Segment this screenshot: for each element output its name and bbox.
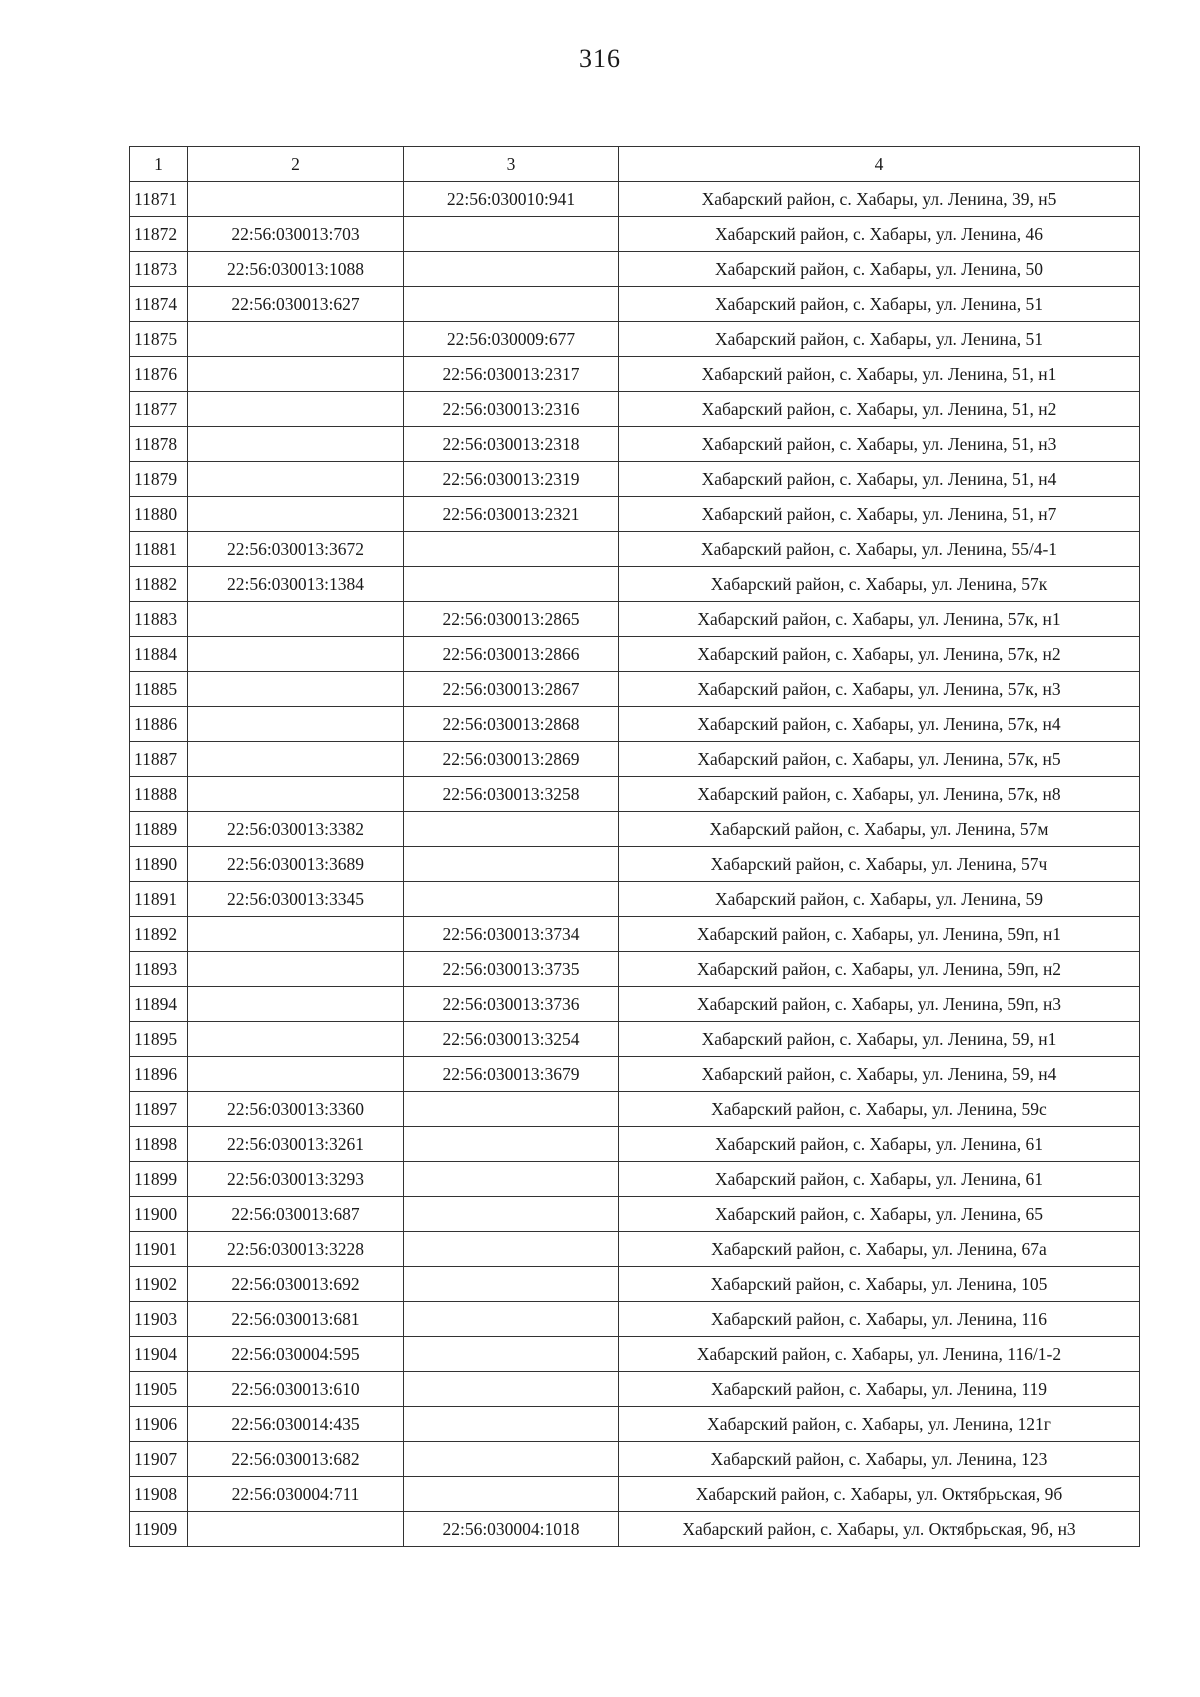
cadastral-number-col3 [404, 812, 619, 847]
cadastral-number-col3: 22:56:030013:2321 [404, 497, 619, 532]
address-cell: Хабарский район, с. Хабары, ул. Ленина, 121г [619, 1407, 1140, 1442]
row-number: 11901 [130, 1232, 188, 1267]
column-header-3: 3 [404, 147, 619, 182]
row-number: 11893 [130, 952, 188, 987]
cadastral-number-col3 [404, 1302, 619, 1337]
cadastral-number-col2: 22:56:030013:687 [188, 1197, 404, 1232]
cadastral-number-col3 [404, 1092, 619, 1127]
row-number: 11873 [130, 252, 188, 287]
row-number: 11879 [130, 462, 188, 497]
cadastral-number-col2 [188, 462, 404, 497]
row-number: 11899 [130, 1162, 188, 1197]
address-cell: Хабарский район, с. Хабары, ул. Ленина, 67а [619, 1232, 1140, 1267]
address-cell: Хабарский район, с. Хабары, ул. Ленина, 51, н7 [619, 497, 1140, 532]
address-cell: Хабарский район, с. Хабары, ул. Ленина, 39, н5 [619, 182, 1140, 217]
address-cell: Хабарский район, с. Хабары, ул. Ленина, 57м [619, 812, 1140, 847]
address-cell: Хабарский район, с. Хабары, ул. Ленина, 59, н1 [619, 1022, 1140, 1057]
address-cell: Хабарский район, с. Хабары, ул. Ленина, 57к, н4 [619, 707, 1140, 742]
row-number: 11909 [130, 1512, 188, 1547]
table-row [130, 1267, 1140, 1302]
row-number: 11882 [130, 567, 188, 602]
cadastral-number-col2: 22:56:030004:595 [188, 1337, 404, 1372]
table-row [130, 1162, 1140, 1197]
cadastral-number-col2 [188, 1022, 404, 1057]
column-header-4: 4 [619, 147, 1140, 182]
table-row [130, 707, 1140, 742]
row-number: 11881 [130, 532, 188, 567]
row-number: 11888 [130, 777, 188, 812]
address-cell: Хабарский район, с. Хабары, ул. Ленина, 65 [619, 1197, 1140, 1232]
table-row [130, 1372, 1140, 1407]
cadastral-number-col3 [404, 287, 619, 322]
table-row [130, 1477, 1140, 1512]
cadastral-number-col3: 22:56:030013:2317 [404, 357, 619, 392]
cadastral-number-col2 [188, 707, 404, 742]
cadastral-number-col3: 22:56:030013:2319 [404, 462, 619, 497]
row-number: 11902 [130, 1267, 188, 1302]
row-number: 11903 [130, 1302, 188, 1337]
table-row [130, 1232, 1140, 1267]
cadastral-number-col2: 22:56:030013:703 [188, 217, 404, 252]
table-row [130, 602, 1140, 637]
row-number: 11889 [130, 812, 188, 847]
table-row [130, 182, 1140, 217]
address-cell: Хабарский район, с. Хабары, ул. Ленина, 51 [619, 322, 1140, 357]
address-cell: Хабарский район, с. Хабары, ул. Октябрьская, 9б, н3 [619, 1512, 1140, 1547]
cadastral-number-col3 [404, 1407, 619, 1442]
row-number: 11905 [130, 1372, 188, 1407]
cadastral-number-col2: 22:56:030013:3382 [188, 812, 404, 847]
address-cell: Хабарский район, с. Хабары, ул. Ленина, 59с [619, 1092, 1140, 1127]
cadastral-number-col2 [188, 497, 404, 532]
row-number: 11897 [130, 1092, 188, 1127]
cadastral-number-col2: 22:56:030013:3345 [188, 882, 404, 917]
cadastral-number-col2: 22:56:030013:692 [188, 1267, 404, 1302]
table-row [130, 1442, 1140, 1477]
row-number: 11895 [130, 1022, 188, 1057]
row-number: 11885 [130, 672, 188, 707]
row-number: 11891 [130, 882, 188, 917]
table-row [130, 987, 1140, 1022]
address-cell: Хабарский район, с. Хабары, ул. Ленина, 51, н4 [619, 462, 1140, 497]
row-number: 11883 [130, 602, 188, 637]
address-cell: Хабарский район, с. Хабары, ул. Ленина, 51, н3 [619, 427, 1140, 462]
address-cell: Хабарский район, с. Хабары, ул. Ленина, 51 [619, 287, 1140, 322]
address-cell: Хабарский район, с. Хабары, ул. Ленина, 51, н1 [619, 357, 1140, 392]
cadastral-number-col3 [404, 532, 619, 567]
cadastral-number-col3: 22:56:030013:3734 [404, 917, 619, 952]
table-row [130, 357, 1140, 392]
row-number: 11877 [130, 392, 188, 427]
cadastral-number-col2: 22:56:030004:711 [188, 1477, 404, 1512]
cadastral-number-col2: 22:56:030013:1384 [188, 567, 404, 602]
table-row [130, 497, 1140, 532]
cadastral-number-col3: 22:56:030013:2866 [404, 637, 619, 672]
address-cell: Хабарский район, с. Хабары, ул. Ленина, 59п, н2 [619, 952, 1140, 987]
row-number: 11892 [130, 917, 188, 952]
table-row [130, 742, 1140, 777]
table-row [130, 917, 1140, 952]
cadastral-number-col3 [404, 567, 619, 602]
cadastral-number-col2: 22:56:030014:435 [188, 1407, 404, 1442]
cadastral-number-col3: 22:56:030013:2865 [404, 602, 619, 637]
table-row [130, 882, 1140, 917]
cadastral-number-col2 [188, 427, 404, 462]
address-cell: Хабарский район, с. Хабары, ул. Ленина, 59 [619, 882, 1140, 917]
address-cell: Хабарский район, с. Хабары, ул. Ленина, 46 [619, 217, 1140, 252]
row-number: 11886 [130, 707, 188, 742]
cadastral-number-col2 [188, 392, 404, 427]
table-row [130, 812, 1140, 847]
cadastral-number-col3: 22:56:030013:3735 [404, 952, 619, 987]
cadastral-number-col2 [188, 672, 404, 707]
table-row [130, 672, 1140, 707]
cadastral-number-col2 [188, 1057, 404, 1092]
table-row [130, 1197, 1140, 1232]
cadastral-number-col3 [404, 1127, 619, 1162]
cadastral-number-col3 [404, 1232, 619, 1267]
cadastral-number-col3: 22:56:030013:2869 [404, 742, 619, 777]
table-row [130, 1057, 1140, 1092]
address-cell: Хабарский район, с. Хабары, ул. Ленина, 119 [619, 1372, 1140, 1407]
table-row [130, 952, 1140, 987]
row-number: 11874 [130, 287, 188, 322]
row-number: 11871 [130, 182, 188, 217]
cadastral-number-col2: 22:56:030013:3689 [188, 847, 404, 882]
table-row [130, 1302, 1140, 1337]
address-cell: Хабарский район, с. Хабары, ул. Ленина, 57к [619, 567, 1140, 602]
table-row [130, 567, 1140, 602]
cadastral-number-col3 [404, 1162, 619, 1197]
table-row [130, 1092, 1140, 1127]
cadastral-number-col2: 22:56:030013:3228 [188, 1232, 404, 1267]
table-row [130, 1337, 1140, 1372]
address-cell: Хабарский район, с. Хабары, ул. Ленина, 57к, н3 [619, 672, 1140, 707]
row-number: 11887 [130, 742, 188, 777]
row-number: 11880 [130, 497, 188, 532]
cadastral-number-col2: 22:56:030013:627 [188, 287, 404, 322]
row-number: 11894 [130, 987, 188, 1022]
cadastral-number-col3 [404, 252, 619, 287]
cadastral-number-col2 [188, 917, 404, 952]
address-cell: Хабарский район, с. Хабары, ул. Ленина, 57к, н5 [619, 742, 1140, 777]
page-number: 316 [579, 44, 621, 73]
cadastral-number-col3: 22:56:030013:2867 [404, 672, 619, 707]
address-cell: Хабарский район, с. Хабары, ул. Ленина, 57к, н1 [619, 602, 1140, 637]
column-header-1: 1 [130, 147, 188, 182]
cadastral-number-col2 [188, 952, 404, 987]
table-row [130, 287, 1140, 322]
row-number: 11884 [130, 637, 188, 672]
cadastral-number-col3 [404, 1442, 619, 1477]
registry-table [129, 146, 1140, 1547]
cadastral-number-col3: 22:56:030013:3679 [404, 1057, 619, 1092]
header-row [130, 147, 1140, 182]
cadastral-number-col2: 22:56:030013:681 [188, 1302, 404, 1337]
cadastral-number-col3: 22:56:030009:677 [404, 322, 619, 357]
address-cell: Хабарский район, с. Хабары, ул. Ленина, 57к, н8 [619, 777, 1140, 812]
row-number: 11875 [130, 322, 188, 357]
address-cell: Хабарский район, с. Хабары, ул. Ленина, 105 [619, 1267, 1140, 1302]
cadastral-number-col3 [404, 1267, 619, 1302]
cadastral-number-col3 [404, 1477, 619, 1512]
row-number: 11890 [130, 847, 188, 882]
address-cell: Хабарский район, с. Хабары, ул. Ленина, 57к, н2 [619, 637, 1140, 672]
table-row [130, 532, 1140, 567]
address-cell: Хабарский район, с. Хабары, ул. Ленина, 50 [619, 252, 1140, 287]
cadastral-number-col2: 22:56:030013:610 [188, 1372, 404, 1407]
cadastral-number-col2: 22:56:030013:3360 [188, 1092, 404, 1127]
table-row [130, 1512, 1140, 1547]
row-number: 11900 [130, 1197, 188, 1232]
cadastral-number-col2 [188, 777, 404, 812]
cadastral-number-col3 [404, 1337, 619, 1372]
table-row [130, 462, 1140, 497]
table-row [130, 777, 1140, 812]
table-row [130, 392, 1140, 427]
cadastral-number-col3: 22:56:030010:941 [404, 182, 619, 217]
cadastral-number-col2 [188, 742, 404, 777]
table-row [130, 1022, 1140, 1057]
cadastral-number-col3: 22:56:030013:2318 [404, 427, 619, 462]
cadastral-number-col3: 22:56:030013:3736 [404, 987, 619, 1022]
table-row [130, 1127, 1140, 1162]
cadastral-number-col2: 22:56:030013:682 [188, 1442, 404, 1477]
row-number: 11898 [130, 1127, 188, 1162]
cadastral-number-col3: 22:56:030013:3258 [404, 777, 619, 812]
row-number: 11876 [130, 357, 188, 392]
address-cell: Хабарский район, с. Хабары, ул. Ленина, 51, н2 [619, 392, 1140, 427]
table-row [130, 847, 1140, 882]
cadastral-number-col3 [404, 1372, 619, 1407]
table-row [130, 217, 1140, 252]
cadastral-number-col3: 22:56:030013:3254 [404, 1022, 619, 1057]
cadastral-number-col3: 22:56:030013:2868 [404, 707, 619, 742]
table-row [130, 427, 1140, 462]
column-header-2: 2 [188, 147, 404, 182]
address-cell: Хабарский район, с. Хабары, ул. Ленина, 57ч [619, 847, 1140, 882]
row-number: 11872 [130, 217, 188, 252]
row-number: 11896 [130, 1057, 188, 1092]
cadastral-number-col2: 22:56:030013:3293 [188, 1162, 404, 1197]
cadastral-number-col3 [404, 217, 619, 252]
table-row [130, 322, 1140, 357]
cadastral-number-col2: 22:56:030013:1088 [188, 252, 404, 287]
cadastral-number-col2 [188, 637, 404, 672]
cadastral-number-col2 [188, 357, 404, 392]
cadastral-number-col2: 22:56:030013:3261 [188, 1127, 404, 1162]
row-number: 11906 [130, 1407, 188, 1442]
cadastral-number-col3 [404, 1197, 619, 1232]
cadastral-number-col3: 22:56:030013:2316 [404, 392, 619, 427]
address-cell: Хабарский район, с. Хабары, ул. Ленина, 116/1-2 [619, 1337, 1140, 1372]
table-row [130, 637, 1140, 672]
cadastral-number-col2: 22:56:030013:3672 [188, 532, 404, 567]
row-number: 11878 [130, 427, 188, 462]
cadastral-number-col3 [404, 882, 619, 917]
cadastral-number-col2 [188, 182, 404, 217]
table-row [130, 252, 1140, 287]
cadastral-number-col2 [188, 987, 404, 1022]
address-cell: Хабарский район, с. Хабары, ул. Ленина, 61 [619, 1127, 1140, 1162]
address-cell: Хабарский район, с. Хабары, ул. Ленина, 59п, н1 [619, 917, 1140, 952]
row-number: 11904 [130, 1337, 188, 1372]
address-cell: Хабарский район, с. Хабары, ул. Ленина, 55/4-1 [619, 532, 1140, 567]
address-cell: Хабарский район, с. Хабары, ул. Ленина, 61 [619, 1162, 1140, 1197]
address-cell: Хабарский район, с. Хабары, ул. Ленина, 116 [619, 1302, 1140, 1337]
cadastral-number-col2 [188, 1512, 404, 1547]
address-cell: Хабарский район, с. Хабары, ул. Ленина, 123 [619, 1442, 1140, 1477]
cadastral-number-col2 [188, 322, 404, 357]
cadastral-number-col2 [188, 602, 404, 637]
table-body [130, 182, 1140, 1547]
cadastral-number-col3: 22:56:030004:1018 [404, 1512, 619, 1547]
row-number: 11908 [130, 1477, 188, 1512]
cadastral-number-col3 [404, 847, 619, 882]
address-cell: Хабарский район, с. Хабары, ул. Ленина, 59, н4 [619, 1057, 1140, 1092]
address-cell: Хабарский район, с. Хабары, ул. Ленина, 59п, н3 [619, 987, 1140, 1022]
row-number: 11907 [130, 1442, 188, 1477]
address-cell: Хабарский район, с. Хабары, ул. Октябрьская, 9б [619, 1477, 1140, 1512]
table-row [130, 1407, 1140, 1442]
